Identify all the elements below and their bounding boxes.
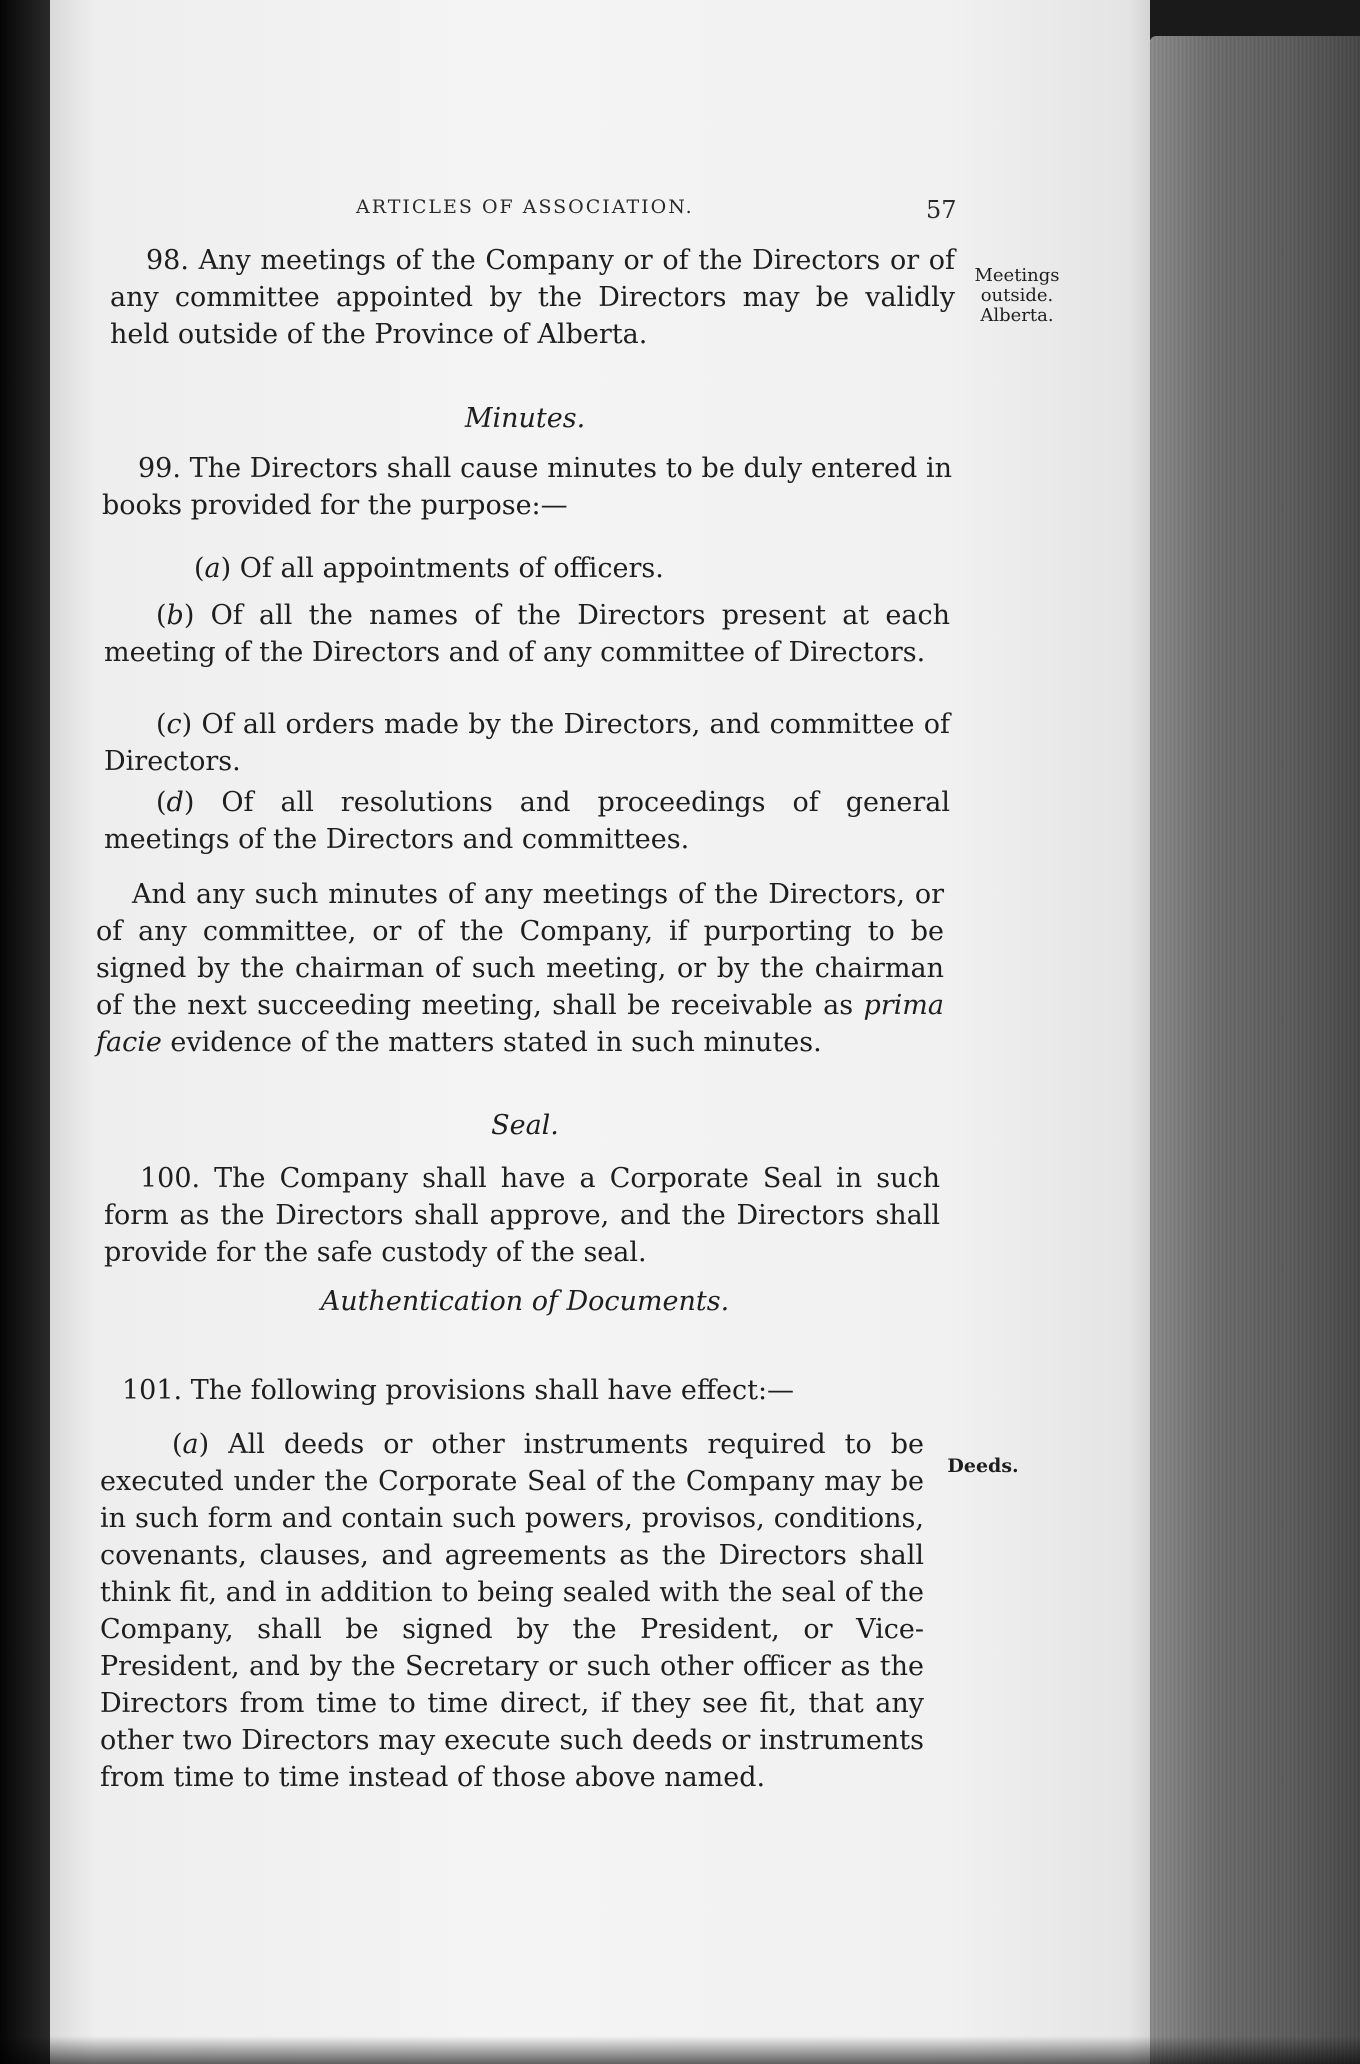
- heading-minutes: Minutes.: [464, 403, 586, 434]
- article-98-text: 98. Any meetings of the Company or of the Directors or of any committee appointed by the Directors may be validly held outside of the Province of Alberta.: [110, 245, 955, 350]
- article-99-item-d: (d) Of all resolutions and proceedings of general meetings of the Directors and committees.: [104, 787, 950, 855]
- item-d-text: Of all resolutions and proceedings of general meetings of the Directors and committees.: [104, 787, 950, 855]
- article-101-item-a: (a) All deeds or other instruments required to be executed under the Corporate Seal of the Company may be in such form and contain such powers, provisos, conditions, covenants, clauses, and agreements as the Directors shall think fit, and in addition to being sealed with the seal of the Company, shall be signed by the President, or Vice-President, and by the Secretary or such other officer as the Directors from time to time direct, if they see fit, that any other two Directors may execute such deeds or instruments from time to time instead of those above named.: [100, 1429, 924, 1793]
- margin-note-meetings: Meetings outside. Alberta.: [974, 265, 1060, 326]
- heading-seal: Seal.: [491, 1110, 559, 1141]
- closing-text-before: And any such minutes of any meetings of the Directors, or of any committee, or of the Company, if purporting to be signed by the chairman of such meeting, or by the chairman of the next succeeding meeting, shall be receivable as: [96, 879, 944, 1021]
- stacked-page-edges: [1150, 36, 1360, 2064]
- article-99-item-a: (a) Of all appointments of officers.: [194, 553, 664, 584]
- margin-note-deeds: Deeds.: [947, 1455, 1019, 1477]
- article-99-intro: 99. The Directors shall cause minutes to be duly entered in books provided for the purpose:—: [102, 453, 952, 521]
- page-number: 57: [926, 196, 957, 224]
- article-99-item-c: (c) Of all orders made by the Directors, and committee of Directors.: [104, 709, 950, 777]
- closing-text-emphasis: prima facie: [96, 990, 944, 1058]
- closing-text-after: evidence of the matters stated in such minutes.: [170, 1027, 822, 1058]
- item-b-label: b: [166, 600, 184, 631]
- item-a-label: a: [204, 553, 221, 584]
- article-99-closing: [96, 876, 944, 1061]
- item-b-text: Of all the names of the Directors present at each meeting of the Directors and of any committee of Directors.: [104, 600, 950, 668]
- article-99-item-b: (b) Of all the names of the Directors present at each meeting of the Directors and of any committee of Directors.: [104, 600, 950, 668]
- heading-authentication: Authentication of Documents.: [320, 1286, 730, 1317]
- bottom-shadow: [0, 2036, 1360, 2064]
- item-c-label: c: [166, 709, 182, 740]
- running-head: ARTICLES OF ASSOCIATION.: [356, 196, 694, 218]
- item-101a-label: a: [182, 1429, 199, 1460]
- item-c-text: Of all orders made by the Directors, and committee of Directors.: [104, 709, 950, 777]
- item-d-label: d: [166, 787, 184, 818]
- page-edges-top: [1150, 0, 1360, 40]
- book-binding-edge: [0, 0, 50, 2064]
- article-101-intro: 101. The following provisions shall have effect:—: [122, 1375, 795, 1406]
- article-100-text: 100. The Company shall have a Corporate Seal in such form as the Directors shall approve, and the Directors shall provide for the safe custody of the seal.: [104, 1163, 940, 1268]
- item-101a-text: All deeds or other instruments required to be executed under the Corporate Seal of the Company may be in such form and contain such powers, provisos, conditions, covenants, clauses, and agreements as the Directors shall think fit, and in addition to being sealed with the seal of the Company, shall be signed by the President, or Vice-President, and by the Secretary or such other officer as the Directors from time to time direct, if they see fit, that any other two Directors may execute such deeds or instruments from time to time instead of those above named.: [100, 1429, 924, 1793]
- item-a-text: Of all appointments of officers.: [239, 553, 664, 584]
